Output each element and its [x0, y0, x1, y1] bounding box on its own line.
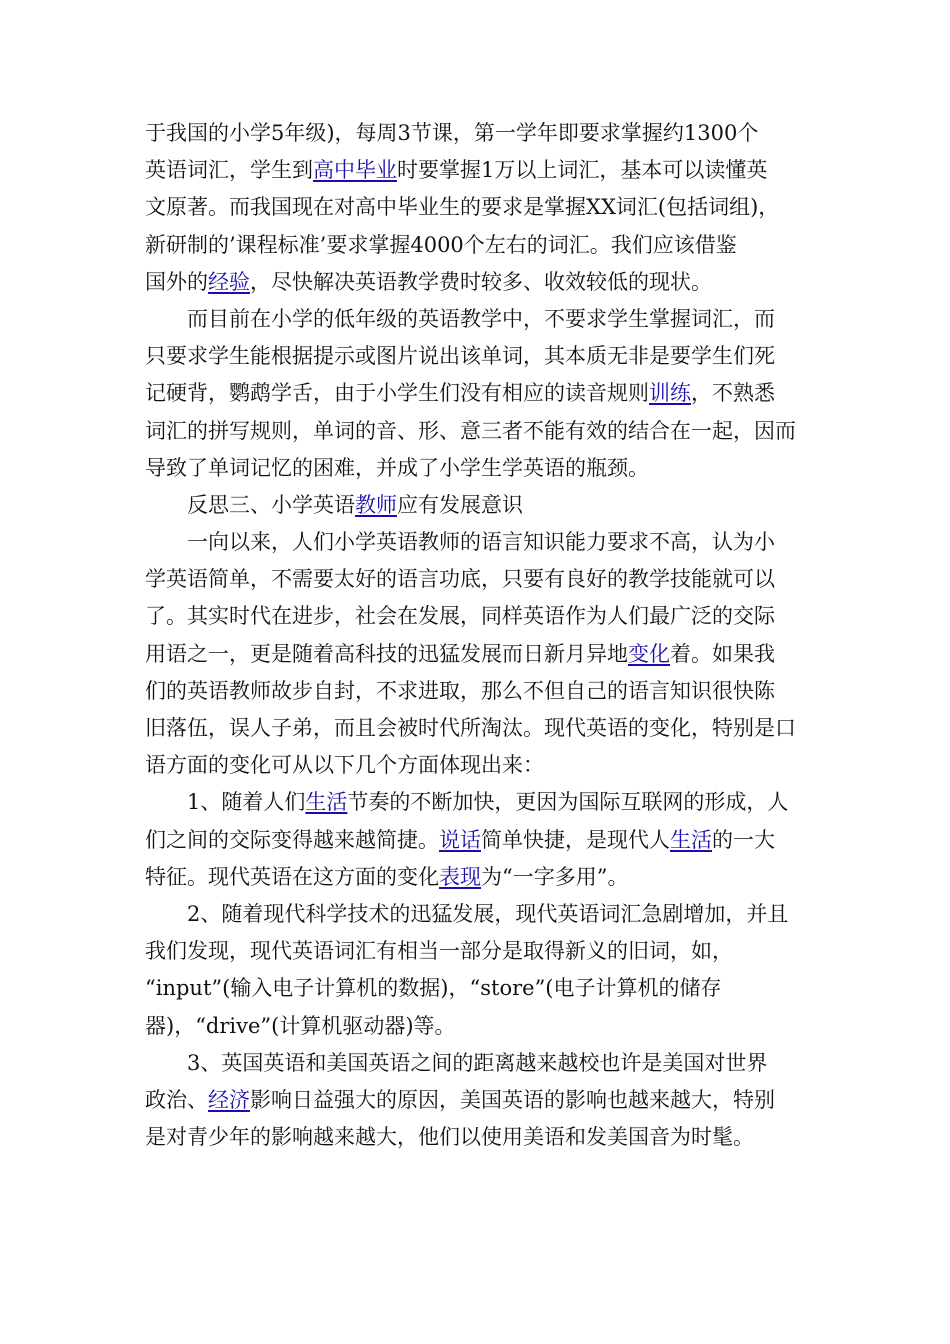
text-line: 语方面的变化可从以下几个方面体现出来：	[145, 753, 544, 778]
text-line: 我们发现，现代英语词汇有相当一部分是取得新义的旧词，如，	[145, 939, 733, 964]
text-line	[145, 375, 810, 412]
paragraph-start-line	[145, 784, 810, 821]
text-run: 反思三、小学英语	[187, 492, 355, 517]
text-line: 文原著。而我国现在对高中毕业生的要求是掌握XX词汇(包括词组)，	[145, 195, 780, 220]
text-line	[145, 264, 810, 301]
text-run: 应有发展意识	[397, 492, 523, 517]
text-run: 记硬背，鹦鹉学舌，由于小学生们没有相应的读音规则	[145, 381, 649, 406]
text-run: 简单快捷，是现代人	[481, 827, 670, 852]
text-line	[145, 1082, 810, 1119]
text-line: “input”(输入电子计算机的数据)，“store”(电子计算机的储存	[145, 976, 722, 1001]
text-run: 节奏的不断加快，更因为国际互联网的形成，人	[347, 790, 789, 815]
text-run: 着。如果我	[670, 641, 775, 666]
text-line: 旧落伍，误人子弟，而且会被时代所淘汰。现代英语的变化，特别是口	[145, 716, 796, 740]
text-line: 了。其实时代在进步，社会在发展，同样英语作为人们最广泛的交际	[145, 604, 775, 629]
link-bianhua[interactable]: 变化	[628, 641, 670, 666]
text-run: 用语之一，更是随着高科技的迅猛发展而日新月异地	[145, 641, 628, 666]
link-jingyan[interactable]: 经验	[208, 269, 250, 294]
text-line	[145, 859, 810, 896]
text-run: 政治、	[145, 1087, 208, 1112]
paragraph-start-line: 2、随着现代科学技术的迅猛发展，现代英语词汇急剧增加，并且	[187, 901, 789, 926]
text-line: 于我国的小学5年级)，每周3节课，第一学年即要求掌握约1300个	[145, 121, 759, 145]
text-run: 1、随着人们	[187, 790, 306, 815]
link-gaozhong-biye[interactable]: 高中毕业	[313, 158, 397, 183]
text-line	[145, 152, 810, 189]
text-run: 们之间的交际变得越来越简捷。	[145, 827, 439, 852]
text-line: 导致了单词记忆的困难，并成了小学生学英语的瓶颈。	[145, 455, 649, 480]
text-line: 学英语简单，不需要太好的语言功底，只要有良好的教学技能就可以	[145, 567, 775, 592]
text-line: 新研制的’课程标准’要求掌握4000个左右的词汇。我们应该借鉴	[145, 232, 737, 257]
text-line	[145, 822, 810, 859]
paragraph-start-line: 一向以来，人们小学英语教师的语言知识能力要求不高，认为小	[187, 530, 775, 555]
text-run: 英语词汇，学生到	[145, 158, 313, 183]
link-jiaoshi[interactable]: 教师	[355, 492, 397, 517]
body-text	[145, 115, 810, 1156]
link-shenghuo[interactable]: 生活	[305, 790, 348, 815]
text-run: ，尽快解决英语教学费时较多、收效较低的现状。	[250, 269, 712, 294]
text-run: 时要掌握1万以上词汇，基本可以读懂英	[397, 158, 768, 183]
text-line	[145, 636, 810, 673]
link-shuohua[interactable]: 说话	[439, 827, 481, 852]
link-biaoxian[interactable]: 表现	[439, 864, 481, 889]
link-jingji[interactable]: 经济	[208, 1087, 250, 1112]
text-line: 器)，“drive”(计算机驱动器)等。	[145, 1013, 456, 1038]
text-line: 只要求学生能根据提示或图片说出该单词，其本质无非是要学生们死	[145, 344, 775, 369]
text-run: ，不熟悉	[691, 381, 775, 406]
text-run: 特征。现代英语在这方面的变化	[145, 864, 439, 889]
text-run: 为“一字多用”。	[481, 864, 629, 889]
text-line: 们的英语教师故步自封，不求进取，那么不但自己的语言知识很快陈	[145, 678, 775, 703]
paragraph-start-line: 3、英国英语和美国英语之间的距离越来越校也许是美国对世界	[187, 1050, 768, 1075]
text-run: 的一大	[712, 827, 775, 852]
text-line: 词汇的拼写规则，单词的音、形、意三者不能有效的结合在一起，因而	[145, 418, 796, 443]
paragraph-start-line: 而目前在小学的低年级的英语教学中，不要求学生掌握词汇，而	[187, 306, 775, 331]
text-line: 是对青少年的影响越来越大，他们以使用美语和发美国音为时髦。	[145, 1125, 754, 1150]
link-xunlian[interactable]: 训练	[649, 381, 691, 406]
text-run: 国外的	[145, 269, 208, 294]
text-run: 影响日益强大的原因，美国英语的影响也越来越大，特别	[250, 1087, 775, 1112]
link-shenghuo-2[interactable]: 生活	[670, 827, 712, 852]
section-heading	[145, 487, 810, 524]
